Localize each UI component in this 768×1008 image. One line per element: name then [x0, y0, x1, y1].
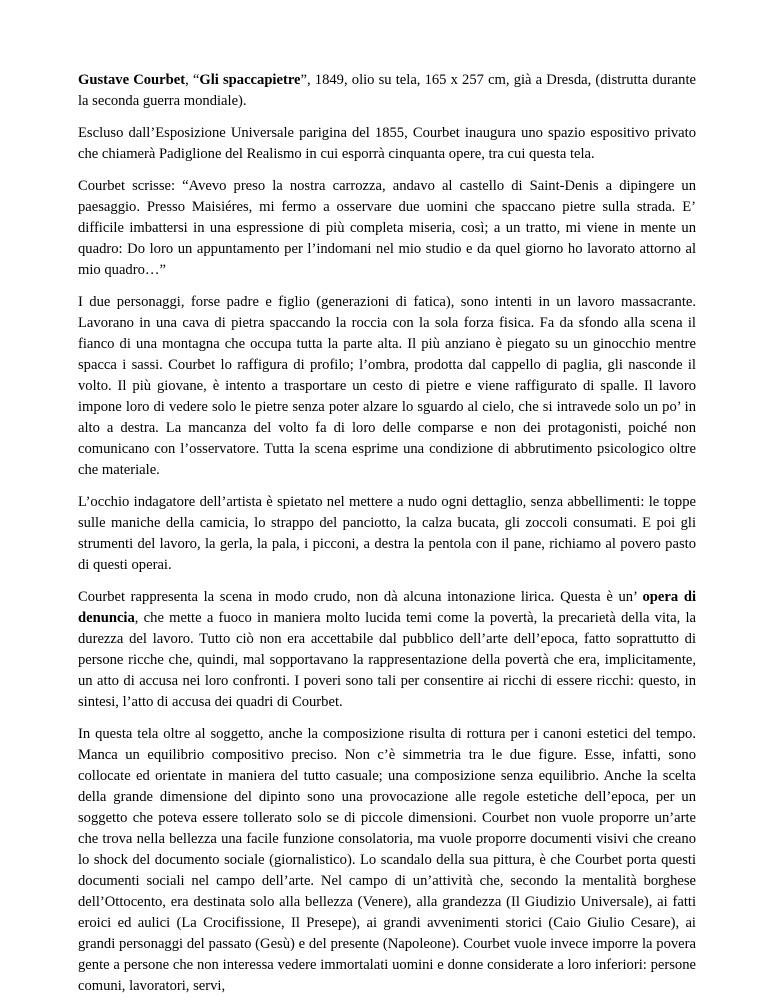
paragraph-details: L’occhio indagatore dell’artista è spietato nel mettere a nudo ogni dettaglio, senza abbellimenti: le toppe sulle maniche della camicia, lo strappo del panciotto, la calza bucata, gli zoccoli consumati. E poi gli strumenti del lavoro, la gerla, la pala, i picconi, a destra la pentola con il pane, richiamo al povero pasto di questi operai. — [78, 494, 696, 573]
emphasis-opera-di-denuncia: opera di denuncia — [78, 589, 697, 626]
artwork-caption — [78, 70, 696, 112]
paragraph-composition: In questa tela oltre al soggetto, anche la composizione risulta di rottura per i canoni estetici del tempo. Manca un equilibrio compositivo preciso. Non c’è simmetria tra le due figure. Esse, infatti, sono collocate ed orientate in maniera del tutto casuale; una composizione senza equilibrio. Anche la scelta della grande dimensione del dipinto sono una provocazione alle regole estetiche dell’epoca, per un soggetto che poteva essere tollerato solo se di piccole dimensioni. Courbet non vuole proporre un’arte che trova nella bellezza una facile funzione consolatoria, ma vuole proporre documenti visivi che creano lo shock del documento sociale (giornalistico). Lo scandalo della sua pittura, è che Courbet porta questi documenti sociali nel campo dell’arte. Nel campo di un’attività che, secondo la mentalità borghese dell’Ottocento, era destinata solo alla bellezza (Venere), alla grandezza (Il Giudizio Universale), ai fatti eroici ed aulici (La Crocifissione, Il Presepe), ai grandi avvenimenti storici (Caio Giulio Cesare), ai grandi personaggi del passato (Gesù) e del presente (Napoleone). Courbet vuole invece imporre la povera gente a persone che non interessa vedere immortalati uomini e donne considerate a loro inferiori: persone comuni, lavoratori, servi, — [78, 726, 696, 994]
paragraph-denunciation — [78, 587, 696, 713]
paragraph-denunciation-end: , che mette a fuoco in maniera molto lucida temi come la povertà, la precarietà della vita, la durezza del lavoro. Tutto ciò non era accettabile dal pubblico dell’arte dell’epoca, fatto soprattutto di persone ricche che, quindi, mal sopportavano la rappresentazione della povertà che era, implicitamente, un atto di accusa nei loro confronti. I poveri sono tali per consentire ai ricchi di essere ricchi: questo, in sintesi, l’atto di accusa dei quadri di Courbet. — [78, 610, 696, 710]
caption-separator: , “ — [185, 72, 200, 88]
author-name: Gustave Courbet — [78, 72, 186, 88]
artwork-details: ”, 1849, olio su tela, 165 x 257 cm, già a Dresda, (distrutta durante la seconda guerra mondiale). — [78, 72, 696, 109]
paragraph-courbet-quote: Courbet scrisse: “Avevo preso la nostra carrozza, andavo al castello di Saint-Denis a dipingere un paesaggio. Presso Maisiéres, mi fermo a osservare due uomini che spaccano pietre sulla strada. E’ difficile imbattersi in una espressione di più completa miseria, così; a un tratto, mi viene in mente un quadro: Do loro un appuntamento per l’indomani nel mio studio e da quel giorno ho lavorato attorno al mio quadro…” — [78, 178, 696, 278]
paragraph-characters: I due personaggi, forse padre e figlio (generazioni di fatica), sono intenti in un lavoro massacrante. Lavorano in una cava di pietra spaccando la roccia con la sola forza fisica. Fa da sfondo alla scena il fianco di una montagna che occupa tutta la parte alta. Il più anziano è piegato su un ginocchio mentre spacca i sassi. Courbet lo raffigura di profilo; l’ombra, prodotta dal cappello di paglia, gli nasconde il volto. Il più giovane, è intento a trasportare un cesto di pietre e viene raffigurato di spalle. Il lavoro impone loro di vedere solo le pietre senza poter alzare lo sguardo al cielo, che si intravede solo un po’ in alto a destra. La mancanza del volto fa di loro delle comparse e non dei protagonisti, poiché non comunicano con l’osservatore. Tutta la scena esprime una condizione di abbrutimento psicologico oltre che materiale. — [78, 294, 696, 478]
artwork-title: Gli spaccapietre — [199, 72, 301, 88]
paragraph-exhibition: Escluso dall’Esposizione Universale parigina del 1855, Courbet inaugura uno spazio espositivo privato che chiamerà Padiglione del Realismo in cui esporrà cinquanta opere, tra cui questa tela. — [78, 125, 696, 162]
document-page — [78, 70, 696, 1008]
paragraph-denunciation-start: Courbet rappresenta la scena in modo crudo, non dà alcuna intonazione lirica. Questa è un’ — [78, 589, 643, 605]
